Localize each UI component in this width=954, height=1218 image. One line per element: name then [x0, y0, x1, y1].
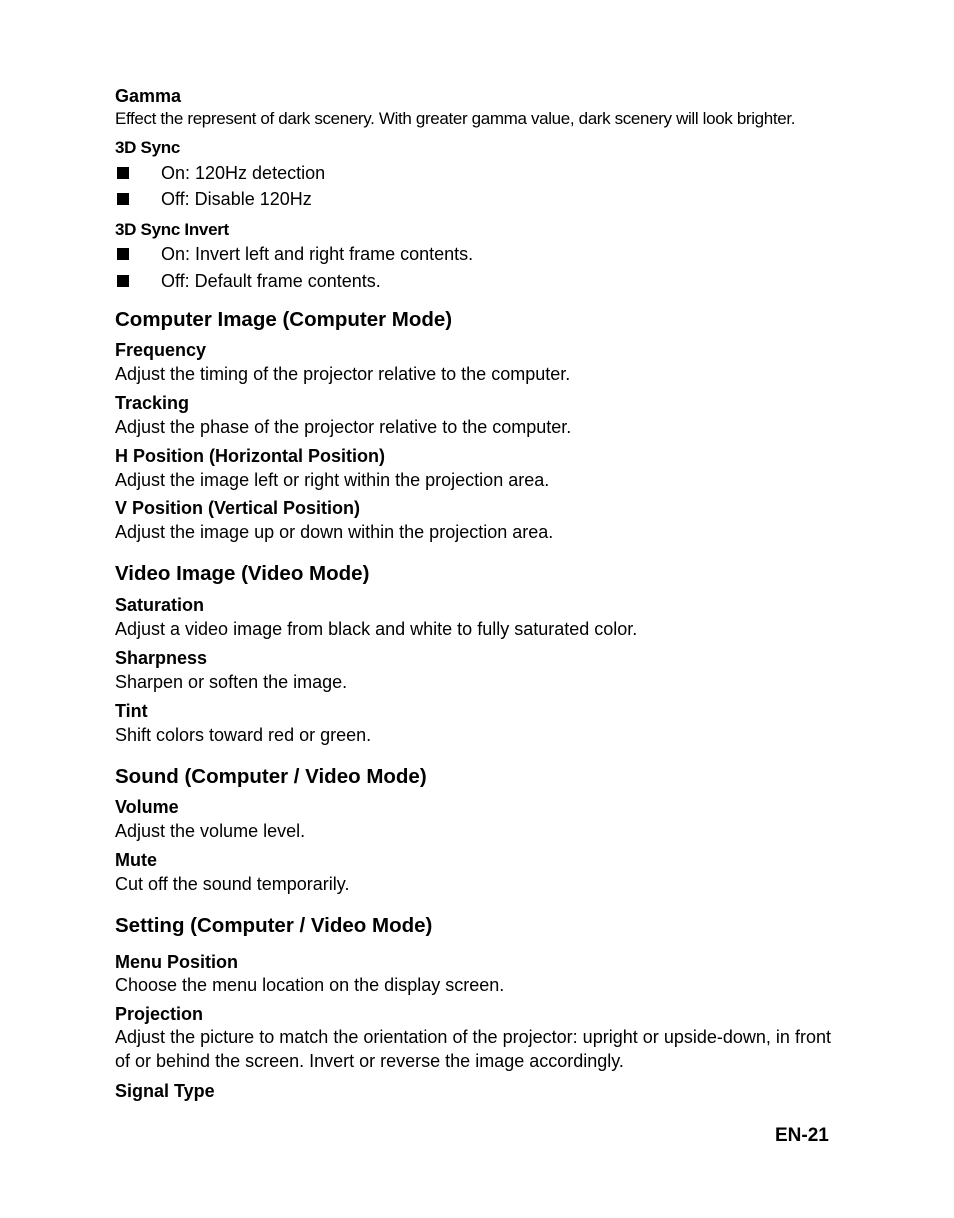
tracking-term: Tracking	[115, 393, 190, 413]
v-position-description: Adjust the image up or down within the projection area.	[115, 522, 554, 542]
sync3d-invert-title: 3D Sync Invert	[115, 220, 229, 239]
bullet-square-icon	[117, 193, 129, 205]
signal-type-term: Signal Type	[115, 1081, 215, 1101]
sync3d-item-on: On: 120Hz detection	[161, 163, 326, 183]
saturation-description: Adjust a video image from black and white to fully saturated color.	[115, 619, 638, 639]
menu-position-term: Menu Position	[115, 952, 238, 972]
sound-heading: Sound (Computer / Video Mode)	[115, 765, 427, 788]
v-position-term: V Position (Vertical Position)	[115, 498, 361, 518]
menu-position-description: Choose the menu location on the display screen.	[115, 975, 505, 995]
tint-description: Shift colors toward red or green.	[115, 725, 372, 745]
volume-term: Volume	[115, 797, 179, 817]
volume-description: Adjust the volume level.	[115, 821, 306, 841]
sharpness-description: Sharpen or soften the image.	[115, 672, 348, 692]
mute-description: Cut off the sound temporarily.	[115, 874, 350, 894]
sync3d-invert-item-on: On: Invert left and right frame contents.	[161, 244, 474, 264]
tracking-description: Adjust the phase of the projector relative to the computer.	[115, 417, 572, 437]
projection-description: Adjust the picture to match the orientation of the projector: upright or upside-down, in front of or behind the screen. Invert or reverse the image accordingly.	[115, 1027, 831, 1071]
page-number: EN-21	[775, 1125, 829, 1146]
frequency-description: Adjust the timing of the projector relative to the computer.	[115, 364, 571, 384]
sync3d-title: 3D Sync	[115, 138, 180, 157]
saturation-term: Saturation	[115, 595, 205, 615]
mute-term: Mute	[115, 850, 157, 870]
gamma-description: Effect the represent of dark scenery. With greater gamma value, dark scenery will look brighter.	[115, 109, 796, 128]
setting-heading: Setting (Computer / Video Mode)	[115, 914, 433, 937]
h-position-term: H Position (Horizontal Position)	[115, 446, 385, 466]
tint-term: Tint	[115, 701, 148, 721]
sharpness-term: Sharpness	[115, 648, 208, 668]
frequency-term: Frequency	[115, 340, 207, 360]
h-position-description: Adjust the image left or right within the projection area.	[115, 470, 550, 490]
computer-image-heading: Computer Image (Computer Mode)	[115, 308, 453, 331]
sync3d-invert-item-off: Off: Default frame contents.	[161, 271, 381, 291]
projection-term: Projection	[115, 1004, 204, 1024]
video-image-heading: Video Image (Video Mode)	[115, 562, 370, 585]
gamma-title: Gamma	[115, 86, 182, 106]
bullet-square-icon	[117, 248, 129, 260]
sync3d-item-off: Off: Disable 120Hz	[161, 189, 312, 209]
bullet-square-icon	[117, 275, 129, 287]
bullet-square-icon	[117, 167, 129, 179]
